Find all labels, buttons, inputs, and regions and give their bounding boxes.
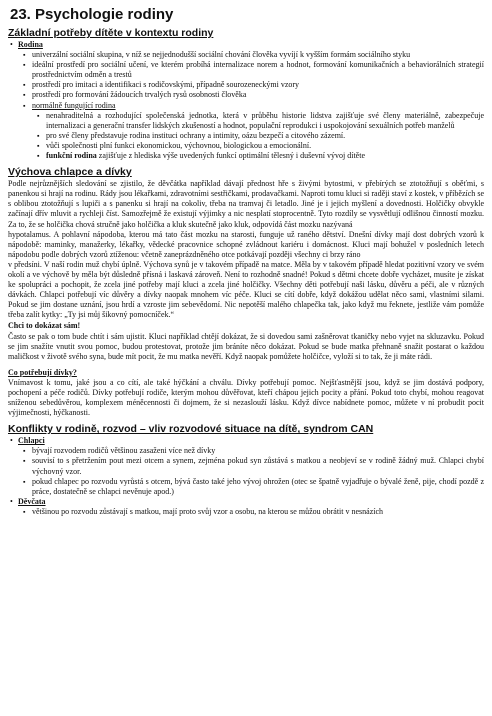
section-heading-conflicts: Konflikty v rodině, rozvod – vliv rozvodové situace na dítě, syndrom CAN (8, 423, 374, 436)
list-item (36, 151, 484, 161)
subheading-chci-to-dokazat: Chci to dokázat sám! (8, 321, 81, 331)
normalni-rodina-label: normálně fungující rodina (32, 100, 116, 110)
paragraph: Podle nejrůznějších sledování se zjistilo, že děvčátka například dávají přednost hře s živými bytostmi, v přebírých se ztotožňují s oběťmi, s panenkou si hrají na rodinu. Rády jsou lékařkami, zdravotními sestřičkami, prodavačkami. Naproti tomu kluci si raději staví z kostek, v příbězích se s oblibou ztotožňují s lupiči a s panenku si hrají na cokoliv, třeba na tramvaj či letadlo. Jiné je i jejich myšlení a dovednosti. Holčičky obvykle začínají dřív mluvit a rychleji číst. Samozřejmě že existují výjimky a nic nesplatí stoprocentně. Tyto rozdíly se vysvětlují odlišnou činností mozku. Za to, že se holčička chová stručně jako holčička a kluk skutečně jako kluk, odpovídá část mozku nazývaná (8, 179, 484, 229)
paragraph: Často se pak o tom bude chtít i sám ujistit. Kluci například chtějí dokázat, že si dovedou sami zašněrovat tkaničky nebo vyjet na skluzavku. Pokud se jim snažíte vnutit svou pomoc, budou protestovat, protože jim bráníte něco dokázat. Pokud se bude matka přehnaně snažit postarat o každou maličkost v životě svého syna, bude mít pocit, že mu matka nevěří. Když naopak pomůžete holčičce, vyloží si to tak, že ji máte rádi. (8, 331, 484, 361)
list-item: ▪ ideální prostředí pro sociální učení, ve kterém probíhá internalizace norem a hodnot, formování komunikačních a behaviorálních strategií prostřednictvím odměn a trestů (22, 60, 484, 80)
rodina-label: Rodina (18, 40, 43, 49)
funkcni-rodina-text: zajišťuje z hlediska výše uvedených funkcí optimální tělesný i duševní vývoj dítěte (98, 151, 366, 161)
paragraph: v předsíni. V naší rodin muž chybí úplně. Výchova synů je v takovém případě na matce. Měla by v takovém případě hledat pozitivní vzory ve svém okolí a ve výchově by měla být důsledně přísná i laskavá zároveň. Není to rozhodně snadné! Pokud s dětmi chcete dobře vycházet, musíte je získat ke spolupráci a pochopit, že zcela jiné potřeby mají kluci a zcela jiné holčičky. Všechny děti potřebují naši lásku, důvěru a péči, ale v různých dávkách. Chlapci potřebují víc důvěry a dívky naopak mnohem víc péče. Kluci se cítí dobře, když dokážou udělat něco sami, vlastními silami. Pokud se jim dostane uznání, jsou hrdí a vzroste jim sebevědomí. Nic nepotěší malého chlapečka tak, jako když mu řeknete, jestliže vám pomůže třeba zalít kytky: „Ty jsi můj šikovný pomocníček.“ (8, 259, 484, 320)
chlapci-label: Chlapci (18, 436, 45, 446)
chlapci-sublist (22, 446, 484, 496)
list-item: ▪ univerzální sociální skupina, v níž se nejjednodušší sociální chování člověka vyvíjí k vyšším formám sociálního styku (22, 50, 484, 60)
list-item: ▪ většinou po rozvodu zůstávají s matkou, mají proto svůj vzor a osobu, na kterou se můžou obrátit v nesnázích (22, 507, 484, 517)
rodina-list (8, 40, 484, 161)
list-item: ▪ souvisí to s přetržením pout mezi otcem a synem, zejména pokud syn zůstává s matkou a neobjeví se v rodině žádný muž. Chlapci chybí výchovný vzor. (22, 456, 484, 476)
section-heading-upbringing: Výchova chlapce a dívky (8, 166, 132, 179)
section-heading-needs: Základní potřeby dítěte v kontextu rodiny (8, 27, 214, 39)
list-item: ▪ bývají rozvodem rodičů většinou zasaženi více než dívky (22, 446, 484, 456)
subheading-co-potrebuji-divky: Co potřebují dívky? (8, 367, 77, 377)
list-item (8, 40, 484, 161)
normalni-rodina-sublist (36, 111, 484, 161)
list-item: ▪ vůči společnosti plní funkci ekonomickou, výchovnou, biologickou a emocionální. (36, 141, 484, 151)
list-item: ▪ nenahraditelná a rozhodující společenská jednotka, která v průběhu historie lidstva zajišťuje své členy materiálně, zabezpečuje internalizaci a generační transfer lidských zkušeností a hodnot, populační reprodukci i uspokojování sexuálních potřeb manželů (36, 111, 484, 131)
list-item: ▪ prostředí pro formování žádoucích trvalých rysů osobnosti člověka (22, 90, 484, 100)
rodina-sublist (22, 50, 484, 161)
list-item (8, 436, 484, 497)
divcata-sublist (22, 507, 484, 517)
conflicts-list (8, 436, 484, 517)
list-item: ▪ pro své členy představuje rodina instituci ochrany a intimity, oázu bezpečí a citového zázemí. (36, 131, 484, 141)
list-item (8, 497, 484, 517)
paragraph: hypotalamus. A pohlavní nápodoba, kterou má tato část mozku na starosti, funguje už raného dětství. Dnešní dívky mají dost dobrých vzorů k nápodobě: maminky, manažerky, lékařky, vědecké pracovnice schopné zvládnout kariéru i domácnost. Kluci mají bohužel v posledních letech nápodobu podle dobrých vzorů ztíženou: včetně zaneprázdněného otce potkávají později všechny ci brzy ráno (8, 229, 484, 259)
paragraph: Vnímavost k tomu, jaké jsou a co cítí, ale také hýčkání a chválu. Dívky potřebují pomoc. Nejšťastnější jsou, když se jim dostává podpory, pochopení a péče rodičů. Dívky potřebují rodiče, kterým mohou důvěřovat, kteří chápou jejich pocity a přání. Pokud toto chybí, mohou reagovat sníženou sebedůvěrou, komplexem méněcennosti či dojmem, že si nezaslouží lásku. Když dívce nabídnete pomoc, můžete v ní probudit pocit výjimečnosti, hýčkanosti. (8, 377, 484, 418)
list-item (22, 101, 484, 162)
list-item: ▪ prostředí pro imitaci a identifikaci s rodičovskými, případně sourozeneckými vzory (22, 80, 484, 90)
list-item: ▪ pokud chlapec po rozvodu vyrůstá s otcem, bývá často také jeho vývoj ohrožen (otec se špatně vyjadřuje o bývalé ženě, pije, chodí pozdě z práce, dostatečně se chlapci nevěnuje apod.) (22, 477, 484, 497)
page-title: 23. Psychologie rodiny (10, 6, 174, 23)
divcata-label: Děvčata (18, 496, 46, 506)
funkcni-rodina-label: funkční rodina (46, 151, 97, 161)
